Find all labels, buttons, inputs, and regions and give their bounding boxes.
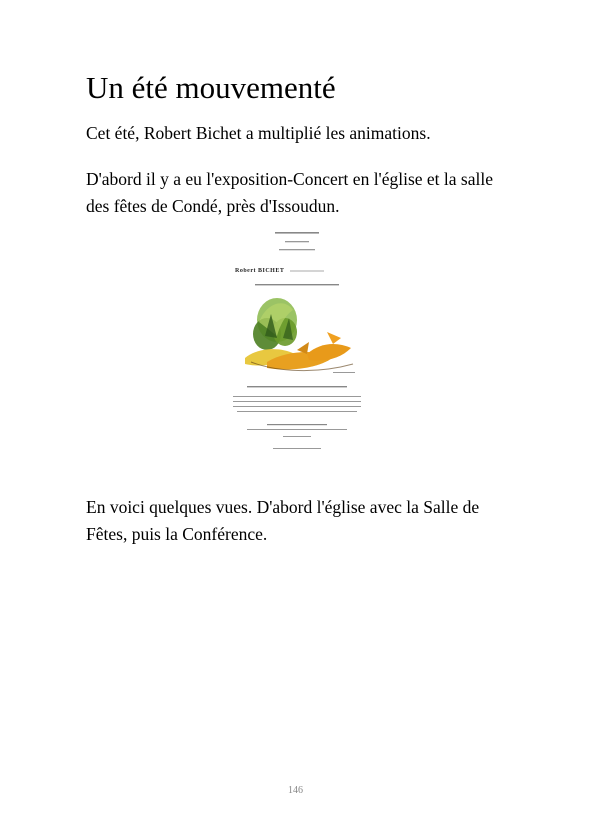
- poster-subtitle-line: [227, 282, 367, 288]
- exhibition-poster-image: [227, 226, 367, 462]
- poster-artist-subtitle-texture: [290, 269, 324, 273]
- page-number: 146: [288, 785, 303, 796]
- paragraph-1: Cet été, Robert Bichet a multiplié les animations.: [86, 123, 431, 143]
- poster-artist-line: [235, 268, 365, 274]
- poster-header-lines: [227, 226, 367, 262]
- poster-artist-name: Robert BICHET: [235, 268, 285, 274]
- plant-painting-icon: [237, 292, 362, 378]
- paragraph-2: D'abord il y a eu l'exposition-Concert en l'église et la salle des fêtes de Condé, près d'Issoudun.: [86, 169, 493, 216]
- poster-body-text-texture: [227, 386, 367, 458]
- page-title: Un été mouvementé: [86, 70, 336, 105]
- paragraph-3: En voici quelques vues. D'abord l'église avec la Salle de Fêtes, puis la Conférence.: [86, 497, 480, 544]
